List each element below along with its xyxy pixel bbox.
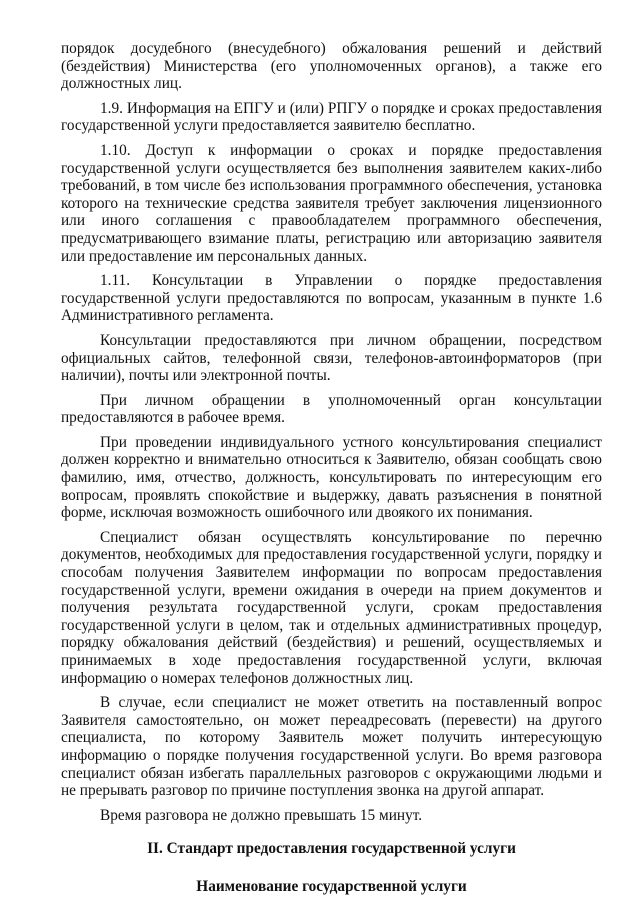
paragraph-consultation-channels: Консультации предоставляются при личном обращении, посредством официальных сайтов, телефонной связи, телефонов-автоинформаторов (при наличии), почты или электронной почты. — [61, 331, 602, 385]
subheading: Наименование государственной услуги — [196, 877, 467, 895]
paragraph-redirect: В случае, если специалист не может ответить на поставленный вопрос Заявителя самостоятельно, он может переадресовать (перевести) на другого специалиста, по которому Заявитель может получить интересующую информацию о порядке получения государственной услуги. Во время разговора специалист обязан избегать параллельных разговоров с окружающими людьми и не прерывать разговор по причине поступления звонка на другой аппарат. — [61, 694, 602, 800]
paragraph-call-duration: Время разговора не должно превышать 15 минут. — [100, 806, 423, 824]
section-heading: II. Стандарт предоставления государственной услуги — [147, 840, 516, 858]
paragraph-personal-visit: При личном обращении в уполномоченный орган консультации предоставляются в рабочее время. — [61, 391, 602, 427]
paragraph-oral-consulting: При проведении индивидуального устного консультирования специалист должен корректно и внимательно относиться к Заявителю, обязан сообщать свою фамилию, имя, отчество, должность, консультировать по интересующим его вопросам, проявлять спокойствие и выдержку, давать разъяснения в понятной форме, исключая возможность ошибочного или двоякого их понимания. — [61, 433, 602, 522]
paragraph-1-9: 1.9. Информация на ЕПГУ и (или) РПГУ о порядке и сроках предоставления государственной услуги предоставляется заявителю бесплатно. — [61, 99, 602, 135]
paragraph-continuation: порядок досудебного (внесудебного) обжалования решений и действий (бездействия) Министерства (его уполномоченных органов), а также его должностных лиц. — [61, 40, 602, 93]
paragraph-specialist-duties: Специалист обязан осуществлять консультирование по перечню документов, необходимых для предоставления государственной услуги, порядку и способам получения Заявителем информации по вопросам предоставления государственной услуги, времени ожидания в очереди на прием документов и получения результата государственной услуги, срокам предоставления государственной услуги в целом, так и отдельных административных процедур, порядку обжалования действий (бездействия) и решений, осуществляемых и принимаемых в ходе предоставления государственной услуги, включая информацию о номерах телефонов должностных лиц. — [61, 528, 602, 687]
paragraph-1-10: 1.10. Доступ к информации о сроках и порядке предоставления государственной услуги осуществляется без выполнения заявителем каких-либо требований, в том числе без использования программного обеспечения, установка которого на технические средства заявителя требует заключения лицензионного или иного соглашения с правообладателем программного обеспечения, предусматривающего взимание платы, регистрацию или авторизацию заявителя или предоставление им персональных данных. — [61, 141, 602, 265]
paragraph-1-11: 1.11. Консультации в Управлении о порядке предоставления государственной услуги предоставляются по вопросам, указанным в пункте 1.6 Административного регламента. — [61, 272, 602, 325]
